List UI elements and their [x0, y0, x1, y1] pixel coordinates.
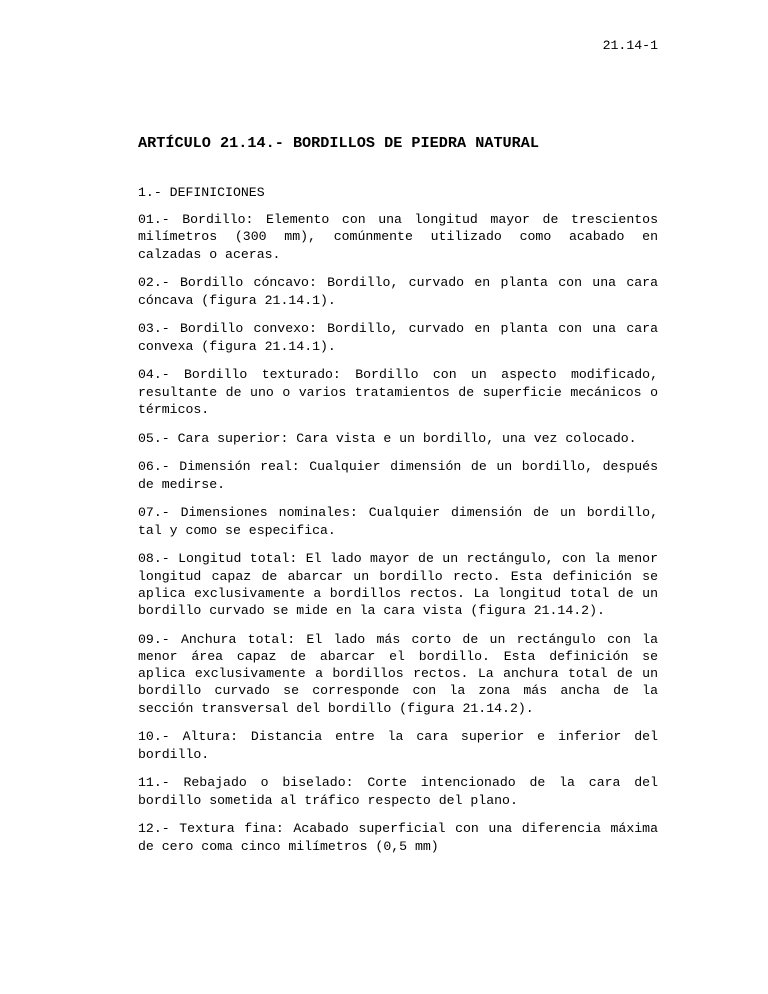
- article-title: ARTÍCULO 21.14.- BORDILLOS DE PIEDRA NATURAL: [138, 134, 540, 152]
- page-number: 21.14-1: [602, 38, 658, 53]
- definition-paragraph: 01.- Bordillo: Elemento con una longitud mayor de trescientos milímetros (300 mm), comúnmente utilizado como acabado en calzadas o aceras.: [138, 212, 658, 262]
- section-heading: 1.- DEFINICIONES: [138, 185, 265, 200]
- definition-paragraph: 05.- Cara superior: Cara vista e un bordillo, una vez colocado.: [138, 430, 637, 446]
- definition-paragraph: 09.- Anchura total: El lado más corto de un rectángulo con la menor área capaz de abarcar el bordillo. Esta definición se aplica exclusivamente a bordillos rectos. La anchura total de un bordillo curvado se corresponde con la zona más ancha de la sección transversal del bordillo (figura 21.14.2).: [138, 631, 658, 716]
- definition-paragraph: 02.- Bordillo cóncavo: Bordillo, curvado en planta con una cara cóncava (figura 21.14.1).: [138, 275, 658, 308]
- definition-paragraph: 03.- Bordillo convexo: Bordillo, curvado en planta con una cara convexa (figura 21.14.1).: [138, 321, 658, 354]
- definition-paragraph: 10.- Altura: Distancia entre la cara superior e inferior del bordillo.: [138, 729, 658, 762]
- definition-paragraph: 08.- Longitud total: El lado mayor de un rectángulo, con la menor longitud capaz de abarcar un bordillo recto. Esta definición se aplica exclusivamente a bordillos rectos. La longitud total de un bordillo curvado se mide en la cara vista (figura 21.14.2).: [138, 551, 658, 619]
- definition-paragraph: 06.- Dimensión real: Cualquier dimensión de un bordillo, después de medirse.: [138, 459, 658, 492]
- definition-paragraph: 07.- Dimensiones nominales: Cualquier dimensión de un bordillo, tal y como se especifica.: [138, 505, 658, 538]
- definition-paragraph: 04.- Bordillo texturado: Bordillo con un aspecto modificado, resultante de uno o varios tratamientos de superficie mecánicos o térmicos.: [138, 367, 658, 417]
- definition-paragraph: 12.- Textura fina: Acabado superficial con una diferencia máxima de cero coma cinco milímetros (0,5 mm): [138, 821, 658, 854]
- definition-paragraph: 11.- Rebajado o biselado: Corte intencionado de la cara del bordillo sometida al tráfico respecto del plano.: [138, 775, 658, 808]
- document-body: [138, 184, 658, 866]
